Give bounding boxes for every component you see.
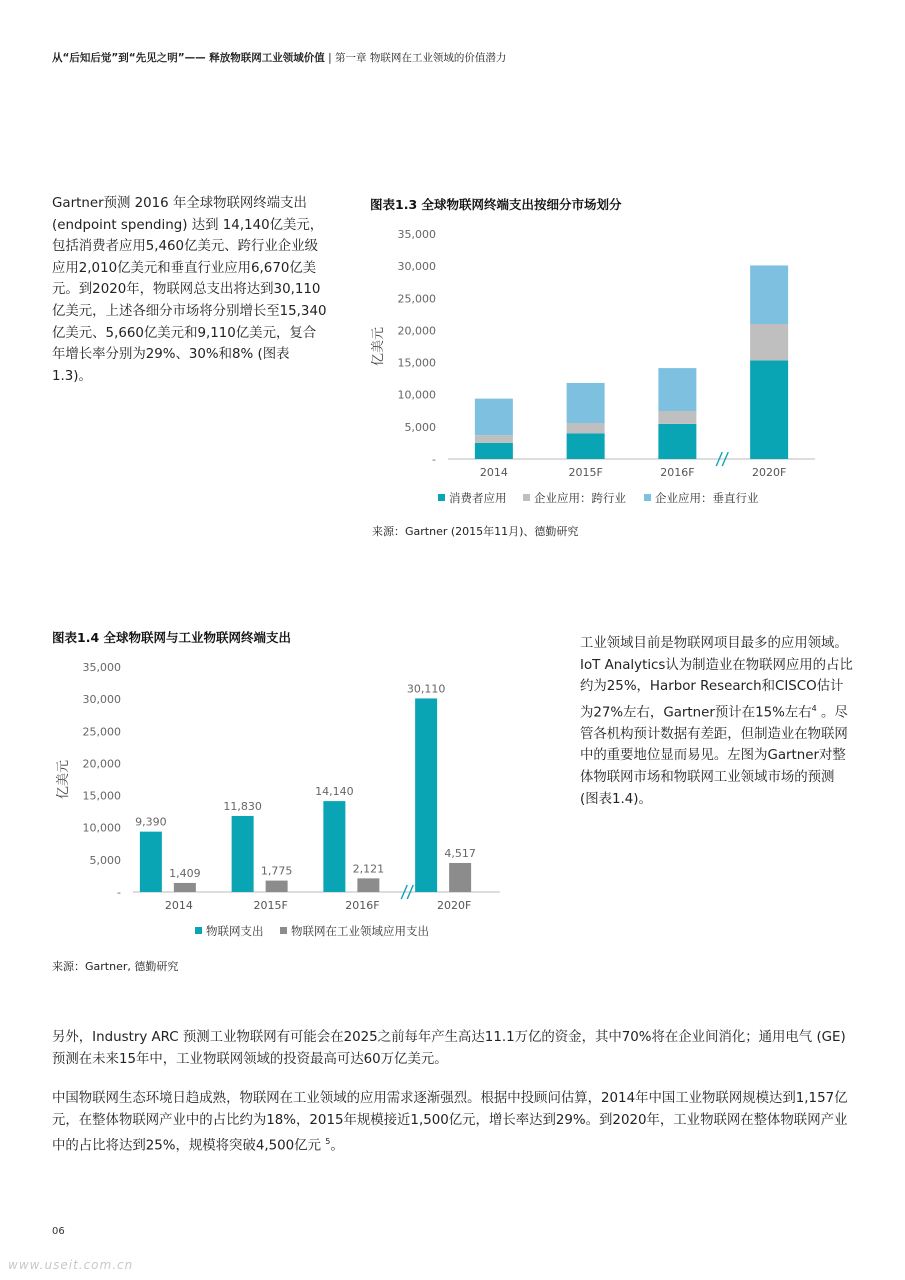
y-tick-label: 35,000 xyxy=(82,661,121,674)
chart-1-3-title: 图表1.3 全球物联网终端支出按细分市场划分 xyxy=(370,197,622,212)
chart-1-4 xyxy=(45,655,525,950)
y-tick-label: 35,000 xyxy=(397,228,436,241)
legend-label: 企业应用：跨行业 xyxy=(534,491,626,505)
paragraph-endpoint-spending: Gartner预测 2016 年全球物联网终端支出 (endpoint spending) 达到 14,140亿美元，包括消费者应用5,460亿美元、跨行业企业级应用2,010亿美元和垂直行业应用6,670亿美元。到2020年，物联网总支出将达到30,110亿美元，上述各细分市场将分别增长至15,340亿美元、5,660亿美元和9,110亿美元，复合年增长率分别为29%、30%和8% (图表1.3)。 xyxy=(52,196,327,384)
bar-segment xyxy=(475,443,513,459)
y-tick-label: 20,000 xyxy=(82,757,121,771)
y-tick-label: - xyxy=(432,453,436,466)
y-tick-label: 15,000 xyxy=(397,356,436,370)
y-tick-label: 30,000 xyxy=(397,260,436,274)
x-tick-label: 2015F xyxy=(568,466,603,479)
paragraph-text: 。 xyxy=(330,1138,344,1154)
legend-label: 消费者应用 xyxy=(449,491,507,505)
y-tick-label: 5,000 xyxy=(404,420,436,434)
header-title: 从“后知后觉”到“先见之明”—— 释放物联网工业领域价值 xyxy=(52,52,325,64)
bar xyxy=(266,881,288,892)
x-tick-label: 2016F xyxy=(660,466,695,479)
bar-segment xyxy=(750,324,788,360)
y-tick-label: 10,000 xyxy=(397,388,436,402)
legend-swatch xyxy=(280,927,287,934)
bar-segment xyxy=(567,423,605,433)
chart-1-4-title: 图表1.4 全球物联网与工业物联网终端支出 xyxy=(52,630,291,645)
bar-segment xyxy=(475,435,513,443)
bar xyxy=(232,816,254,892)
y-tick-label: 25,000 xyxy=(397,292,436,306)
chart-1-4-source: 来源：Gartner, 德勤研究 xyxy=(52,960,179,973)
legend-swatch xyxy=(438,494,445,501)
data-label: 1,775 xyxy=(260,864,293,878)
header-separator: | xyxy=(328,52,332,64)
y-tick-label: 10,000 xyxy=(82,821,121,835)
legend-swatch xyxy=(644,494,651,501)
paragraph-industrial-share xyxy=(580,633,855,810)
footnote-ref: 5 xyxy=(325,1137,331,1147)
header-chapter: 第一章 物联网在工业领域的价值潜力 xyxy=(335,52,507,64)
x-tick-label: 2020F xyxy=(436,899,472,912)
x-tick-label: 2020F xyxy=(751,466,787,479)
data-label: 11,830 xyxy=(223,799,262,813)
legend-label: 企业应用：垂直行业 xyxy=(655,491,759,505)
bar xyxy=(174,883,196,892)
y-tick-label: 25,000 xyxy=(82,725,121,739)
x-tick-label: 2014 xyxy=(164,899,193,912)
bar xyxy=(449,863,471,892)
y-tick-label: 15,000 xyxy=(82,789,121,803)
bar-segment xyxy=(658,411,696,424)
bar xyxy=(140,832,162,892)
bar-segment xyxy=(658,424,696,459)
bar-segment xyxy=(658,368,696,411)
paragraph-text: 中国物联网生态环境日趋成熟，物联网在工业领域的应用需求逐渐强烈。根据中投顾问估算，2014年中国工业物联网规模达到1,157亿元，在整体物联网产业中的占比约为18%，2015年规模接近1,500亿元，增长率达到29%。到2020年，工业物联网在整体物联网产业中的占比将达到25%，规模将突破4,500亿元 xyxy=(52,1091,848,1154)
y-axis-label: 亿美元 xyxy=(371,326,386,367)
data-label: 4,517 xyxy=(444,846,476,860)
data-label: 2,121 xyxy=(352,862,385,876)
bar xyxy=(415,698,437,892)
page-number: 06 xyxy=(52,1226,65,1237)
bar-segment xyxy=(750,265,788,324)
bar xyxy=(357,878,379,892)
legend-label: 物联网在工业领域应用支出 xyxy=(291,924,429,938)
y-tick-label: 5,000 xyxy=(89,853,121,867)
paragraph-china-iiot xyxy=(52,1088,852,1157)
data-label: 14,140 xyxy=(315,785,354,799)
bar-segment xyxy=(475,399,513,436)
data-label: 30,110 xyxy=(406,682,446,696)
running-header xyxy=(52,50,506,65)
y-tick-label: 20,000 xyxy=(397,324,436,338)
y-tick-label: - xyxy=(117,886,121,899)
x-tick-label: 2014 xyxy=(479,466,508,479)
watermark: www.useit.com.cn xyxy=(8,1258,134,1272)
data-label: 9,390 xyxy=(135,815,167,829)
x-tick-label: 2016F xyxy=(345,899,380,912)
footnote-ref: 4 xyxy=(811,703,817,713)
bar xyxy=(323,801,345,892)
y-axis-label: 亿美元 xyxy=(56,759,71,800)
chart-1-3-source: 来源：Gartner (2015年11月)、德勤研究 xyxy=(372,525,579,538)
x-tick-label: 2015F xyxy=(253,899,288,912)
paragraph-text: 。尽管各机构预计数据有差距，但制造业在物联网中的重要地位显而易见。左图为Gartner对整体物联网市场和物联网工业领域市场的预测 (图表1.4)。 xyxy=(580,705,848,807)
legend-swatch xyxy=(523,494,530,501)
legend-swatch xyxy=(195,927,202,934)
data-label: 1,409 xyxy=(169,866,201,880)
bar-segment xyxy=(567,383,605,423)
bar-segment xyxy=(750,360,788,459)
paragraph-text: 工业领域目前是物联网项目最多的应用领域。IoT Analytics认为制造业在物联网应用的占比约为25%，Harbor Research和CISCO估计为27%左右，Gartner预计在15%左右 xyxy=(580,636,853,721)
bar-segment xyxy=(567,433,605,459)
paragraph-industry-arc: 另外，Industry ARC 预测工业物联网有可能会在2025之前每年产生高达11.1万亿的资金，其中70%将在企业间消化；通用电气 (GE) 预测在未来15年中，工业物联网领域的投资最高可达60万亿美元。 xyxy=(52,1030,846,1067)
y-tick-label: 30,000 xyxy=(82,693,121,707)
chart-1-3 xyxy=(360,222,840,517)
legend-label: 物联网支出 xyxy=(206,924,264,938)
